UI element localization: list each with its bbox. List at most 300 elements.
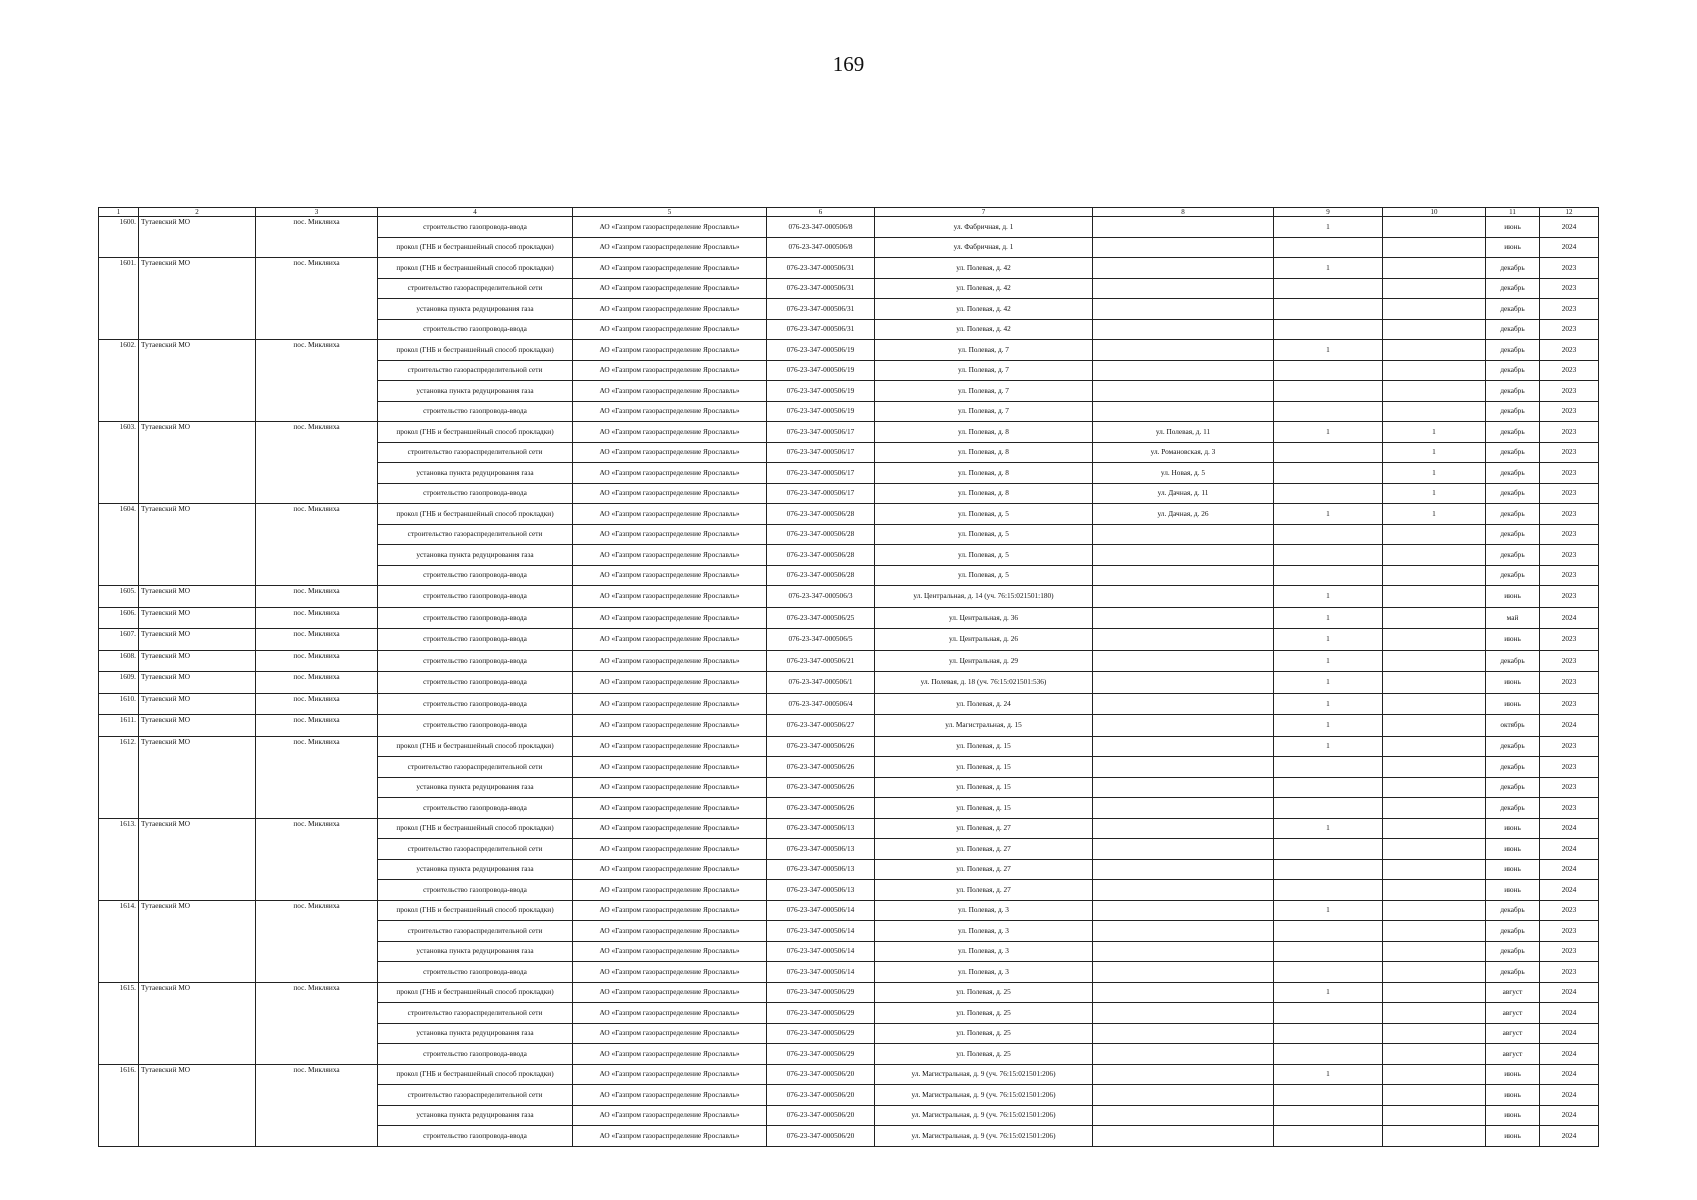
application-code-cell: 076-23-347-000506/26 <box>767 798 875 819</box>
column-10-cell <box>1383 921 1486 942</box>
organization-cell: АО «Газпром газораспределение Ярославль» <box>573 237 767 258</box>
month-cell: август <box>1486 982 1540 1003</box>
year-cell: 2023 <box>1540 777 1599 798</box>
application-code-cell: 076-23-347-000506/25 <box>767 607 875 629</box>
column-10-cell <box>1383 757 1486 778</box>
column-9-cell: 1 <box>1274 900 1383 921</box>
application-code-cell: 076-23-347-000506/13 <box>767 818 875 839</box>
address-cell: ул. Полевая, д. 42 <box>875 278 1093 299</box>
additional-address-cell <box>1093 921 1274 942</box>
column-number: 12 <box>1540 208 1599 217</box>
work-type-cell: прокол (ГНБ и бестраншейный способ прокладки) <box>378 340 573 361</box>
additional-address-cell <box>1093 1044 1274 1065</box>
column-9-cell <box>1274 463 1383 484</box>
entry-number-cell: 1607. <box>99 629 139 651</box>
column-9-cell <box>1274 381 1383 402</box>
register-table <box>98 207 1599 1147</box>
entry-number-cell: 1606. <box>99 607 139 629</box>
column-9-cell <box>1274 757 1383 778</box>
month-cell: июнь <box>1486 1064 1540 1085</box>
organization-cell: АО «Газпром газораспределение Ярославль» <box>573 217 767 238</box>
organization-cell: АО «Газпром газораспределение Ярославль» <box>573 360 767 381</box>
address-cell: ул. Полевая, д. 42 <box>875 258 1093 279</box>
organization-cell: АО «Газпром газораспределение Ярославль» <box>573 483 767 504</box>
entry-number-cell: 1610. <box>99 693 139 715</box>
additional-address-cell <box>1093 798 1274 819</box>
column-9-cell: 1 <box>1274 586 1383 608</box>
month-cell: декабрь <box>1486 360 1540 381</box>
application-code-cell: 076-23-347-000506/14 <box>767 962 875 983</box>
year-cell: 2024 <box>1540 859 1599 880</box>
district-cell: Тутаевский МО <box>139 422 256 504</box>
address-cell: ул. Полевая, д. 27 <box>875 839 1093 860</box>
address-cell: ул. Магистральная, д. 9 (уч. 76:15:021501:206) <box>875 1064 1093 1085</box>
application-code-cell: 076-23-347-000506/31 <box>767 258 875 279</box>
additional-address-cell <box>1093 672 1274 694</box>
column-10-cell <box>1383 818 1486 839</box>
settlement-cell: пос. Микляиха <box>256 607 378 629</box>
column-10-cell <box>1383 1064 1486 1085</box>
address-cell: ул. Полевая, д. 15 <box>875 757 1093 778</box>
column-9-cell <box>1274 1085 1383 1106</box>
month-cell: декабрь <box>1486 463 1540 484</box>
table-row <box>99 650 1599 672</box>
column-9-cell <box>1274 237 1383 258</box>
column-10-cell: 1 <box>1383 422 1486 443</box>
application-code-cell: 076-23-347-000506/19 <box>767 360 875 381</box>
column-9-cell <box>1274 962 1383 983</box>
work-type-cell: установка пункта редуцирования газа <box>378 545 573 566</box>
month-cell: июнь <box>1486 1085 1540 1106</box>
column-9-cell: 1 <box>1274 693 1383 715</box>
additional-address-cell <box>1093 962 1274 983</box>
organization-cell: АО «Газпром газораспределение Ярославль» <box>573 401 767 422</box>
work-type-cell: прокол (ГНБ и бестраншейный способ прокладки) <box>378 736 573 757</box>
year-cell: 2023 <box>1540 672 1599 694</box>
year-cell: 2024 <box>1540 217 1599 238</box>
column-10-cell <box>1383 319 1486 340</box>
organization-cell: АО «Газпром газораспределение Ярославль» <box>573 982 767 1003</box>
table-row <box>99 1064 1599 1085</box>
year-cell: 2024 <box>1540 607 1599 629</box>
entry-number-cell: 1614. <box>99 900 139 982</box>
additional-address-cell: ул. Новая, д. 5 <box>1093 463 1274 484</box>
column-10-cell <box>1383 545 1486 566</box>
year-cell: 2023 <box>1540 693 1599 715</box>
application-code-cell: 076-23-347-000506/5 <box>767 629 875 651</box>
year-cell: 2023 <box>1540 299 1599 320</box>
column-10-cell: 1 <box>1383 504 1486 525</box>
work-type-cell: строительство газопровода-ввода <box>378 629 573 651</box>
additional-address-cell <box>1093 757 1274 778</box>
column-number: 1 <box>99 208 139 217</box>
work-type-cell: строительство газопровода-ввода <box>378 672 573 694</box>
month-cell: июнь <box>1486 672 1540 694</box>
district-cell: Тутаевский МО <box>139 650 256 672</box>
entry-number-cell: 1615. <box>99 982 139 1064</box>
month-cell: июнь <box>1486 1126 1540 1147</box>
table-row <box>99 693 1599 715</box>
address-cell: ул. Полевая, д. 15 <box>875 798 1093 819</box>
year-cell: 2023 <box>1540 650 1599 672</box>
column-10-cell <box>1383 962 1486 983</box>
column-10-cell <box>1383 672 1486 694</box>
column-number: 2 <box>139 208 256 217</box>
entry-number-cell: 1604. <box>99 504 139 586</box>
address-cell: ул. Магистральная, д. 9 (уч. 76:15:021501:206) <box>875 1126 1093 1147</box>
table-row <box>99 504 1599 525</box>
month-cell: декабрь <box>1486 921 1540 942</box>
organization-cell: АО «Газпром газораспределение Ярославль» <box>573 1064 767 1085</box>
work-type-cell: строительство газораспределительной сети <box>378 839 573 860</box>
organization-cell: АО «Газпром газораспределение Ярославль» <box>573 798 767 819</box>
settlement-cell: пос. Микляиха <box>256 982 378 1064</box>
column-10-cell <box>1383 340 1486 361</box>
additional-address-cell <box>1093 1105 1274 1126</box>
work-type-cell: строительство газораспределительной сети <box>378 1003 573 1024</box>
work-type-cell: строительство газораспределительной сети <box>378 278 573 299</box>
month-cell: декабрь <box>1486 941 1540 962</box>
year-cell: 2024 <box>1540 1064 1599 1085</box>
address-cell: ул. Центральная, д. 14 (уч. 76:15:021501:180) <box>875 586 1093 608</box>
column-10-cell <box>1383 401 1486 422</box>
year-cell: 2024 <box>1540 1044 1599 1065</box>
year-cell: 2024 <box>1540 839 1599 860</box>
address-cell: ул. Полевая, д. 3 <box>875 941 1093 962</box>
column-10-cell <box>1383 1003 1486 1024</box>
organization-cell: АО «Газпром газораспределение Ярославль» <box>573 880 767 901</box>
entry-number-cell: 1613. <box>99 818 139 900</box>
column-10-cell: 1 <box>1383 463 1486 484</box>
entry-number-cell: 1602. <box>99 340 139 422</box>
district-cell: Тутаевский МО <box>139 818 256 900</box>
year-cell: 2024 <box>1540 880 1599 901</box>
column-10-cell <box>1383 586 1486 608</box>
address-cell: ул. Полевая, д. 8 <box>875 442 1093 463</box>
district-cell: Тутаевский МО <box>139 982 256 1064</box>
column-10-cell <box>1383 982 1486 1003</box>
year-cell: 2024 <box>1540 818 1599 839</box>
settlement-cell: пос. Микляиха <box>256 650 378 672</box>
column-number: 6 <box>767 208 875 217</box>
column-9-cell: 1 <box>1274 1064 1383 1085</box>
district-cell: Тутаевский МО <box>139 258 256 340</box>
organization-cell: АО «Газпром газораспределение Ярославль» <box>573 1126 767 1147</box>
month-cell: июнь <box>1486 237 1540 258</box>
settlement-cell: пос. Микляиха <box>256 258 378 340</box>
column-9-cell <box>1274 1003 1383 1024</box>
column-10-cell <box>1383 278 1486 299</box>
application-code-cell: 076-23-347-000506/29 <box>767 1003 875 1024</box>
column-number: 8 <box>1093 208 1274 217</box>
address-cell: ул. Полевая, д. 8 <box>875 422 1093 443</box>
column-9-cell <box>1274 565 1383 586</box>
month-cell: декабрь <box>1486 524 1540 545</box>
organization-cell: АО «Газпром газораспределение Ярославль» <box>573 607 767 629</box>
column-9-cell <box>1274 1126 1383 1147</box>
work-type-cell: строительство газораспределительной сети <box>378 360 573 381</box>
district-cell: Тутаевский МО <box>139 900 256 982</box>
column-9-cell <box>1274 1023 1383 1044</box>
year-cell: 2023 <box>1540 900 1599 921</box>
additional-address-cell <box>1093 545 1274 566</box>
address-cell: ул. Полевая, д. 42 <box>875 299 1093 320</box>
district-cell: Тутаевский МО <box>139 629 256 651</box>
application-code-cell: 076-23-347-000506/8 <box>767 237 875 258</box>
district-cell: Тутаевский МО <box>139 1064 256 1146</box>
year-cell: 2023 <box>1540 442 1599 463</box>
column-9-cell <box>1274 524 1383 545</box>
table-row <box>99 340 1599 361</box>
address-cell: ул. Полевая, д. 5 <box>875 504 1093 525</box>
column-10-cell <box>1383 258 1486 279</box>
additional-address-cell <box>1093 607 1274 629</box>
column-10-cell <box>1383 524 1486 545</box>
table-row <box>99 629 1599 651</box>
application-code-cell: 076-23-347-000506/1 <box>767 672 875 694</box>
settlement-cell: пос. Микляиха <box>256 736 378 818</box>
column-10-cell <box>1383 360 1486 381</box>
address-cell: ул. Полевая, д. 27 <box>875 818 1093 839</box>
organization-cell: АО «Газпром газораспределение Ярославль» <box>573 545 767 566</box>
month-cell: декабрь <box>1486 319 1540 340</box>
column-10-cell <box>1383 299 1486 320</box>
work-type-cell: строительство газопровода-ввода <box>378 798 573 819</box>
column-9-cell <box>1274 483 1383 504</box>
application-code-cell: 076-23-347-000506/20 <box>767 1085 875 1106</box>
month-cell: июнь <box>1486 859 1540 880</box>
year-cell: 2023 <box>1540 278 1599 299</box>
column-10-cell <box>1383 1023 1486 1044</box>
column-10-cell <box>1383 777 1486 798</box>
additional-address-cell: ул. Полевая, д. 11 <box>1093 422 1274 443</box>
column-10-cell <box>1383 1126 1486 1147</box>
table-row <box>99 258 1599 279</box>
year-cell: 2023 <box>1540 736 1599 757</box>
column-9-cell <box>1274 859 1383 880</box>
additional-address-cell <box>1093 880 1274 901</box>
year-cell: 2023 <box>1540 422 1599 443</box>
organization-cell: АО «Газпром газораспределение Ярославль» <box>573 524 767 545</box>
year-cell: 2023 <box>1540 629 1599 651</box>
application-code-cell: 076-23-347-000506/28 <box>767 524 875 545</box>
column-9-cell: 1 <box>1274 258 1383 279</box>
month-cell: декабрь <box>1486 757 1540 778</box>
additional-address-cell <box>1093 401 1274 422</box>
settlement-cell: пос. Микляиха <box>256 900 378 982</box>
column-number: 10 <box>1383 208 1486 217</box>
year-cell: 2023 <box>1540 921 1599 942</box>
column-9-cell: 1 <box>1274 217 1383 238</box>
application-code-cell: 076-23-347-000506/19 <box>767 340 875 361</box>
address-cell: ул. Полевая, д. 24 <box>875 693 1093 715</box>
additional-address-cell <box>1093 360 1274 381</box>
application-code-cell: 076-23-347-000506/31 <box>767 319 875 340</box>
settlement-cell: пос. Микляиха <box>256 1064 378 1146</box>
additional-address-cell <box>1093 524 1274 545</box>
organization-cell: АО «Газпром газораспределение Ярославль» <box>573 629 767 651</box>
entry-number-cell: 1616. <box>99 1064 139 1146</box>
address-cell: ул. Полевая, д. 3 <box>875 900 1093 921</box>
settlement-cell: пос. Микляиха <box>256 693 378 715</box>
application-code-cell: 076-23-347-000506/4 <box>767 693 875 715</box>
work-type-cell: установка пункта редуцирования газа <box>378 381 573 402</box>
additional-address-cell <box>1093 258 1274 279</box>
entry-number-cell: 1601. <box>99 258 139 340</box>
month-cell: август <box>1486 1023 1540 1044</box>
work-type-cell: строительство газопровода-ввода <box>378 1126 573 1147</box>
address-cell: ул. Полевая, д. 18 (уч. 76:15:021501:536) <box>875 672 1093 694</box>
month-cell: июнь <box>1486 839 1540 860</box>
organization-cell: АО «Газпром газораспределение Ярославль» <box>573 921 767 942</box>
additional-address-cell <box>1093 1126 1274 1147</box>
column-10-cell <box>1383 839 1486 860</box>
additional-address-cell <box>1093 777 1274 798</box>
month-cell: декабрь <box>1486 278 1540 299</box>
organization-cell: АО «Газпром газораспределение Ярославль» <box>573 650 767 672</box>
month-cell: июнь <box>1486 629 1540 651</box>
address-cell: ул. Полевая, д. 7 <box>875 401 1093 422</box>
column-10-cell <box>1383 237 1486 258</box>
year-cell: 2023 <box>1540 941 1599 962</box>
month-cell: декабрь <box>1486 565 1540 586</box>
application-code-cell: 076-23-347-000506/26 <box>767 757 875 778</box>
address-cell: ул. Полевая, д. 3 <box>875 921 1093 942</box>
column-10-cell <box>1383 217 1486 238</box>
month-cell: декабрь <box>1486 381 1540 402</box>
month-cell: июнь <box>1486 880 1540 901</box>
application-code-cell: 076-23-347-000506/26 <box>767 736 875 757</box>
organization-cell: АО «Газпром газораспределение Ярославль» <box>573 586 767 608</box>
work-type-cell: строительство газопровода-ввода <box>378 607 573 629</box>
column-9-cell <box>1274 941 1383 962</box>
address-cell: ул. Полевая, д. 25 <box>875 1003 1093 1024</box>
additional-address-cell <box>1093 982 1274 1003</box>
month-cell: декабрь <box>1486 258 1540 279</box>
organization-cell: АО «Газпром газораспределение Ярославль» <box>573 962 767 983</box>
work-type-cell: строительство газораспределительной сети <box>378 524 573 545</box>
application-code-cell: 076-23-347-000506/31 <box>767 299 875 320</box>
table-row <box>99 818 1599 839</box>
column-9-cell: 1 <box>1274 736 1383 757</box>
column-9-cell: 1 <box>1274 818 1383 839</box>
work-type-cell: установка пункта редуцирования газа <box>378 1105 573 1126</box>
month-cell: декабрь <box>1486 900 1540 921</box>
address-cell: ул. Центральная, д. 26 <box>875 629 1093 651</box>
address-cell: ул. Центральная, д. 36 <box>875 607 1093 629</box>
table-row <box>99 715 1599 737</box>
month-cell: май <box>1486 607 1540 629</box>
district-cell: Тутаевский МО <box>139 504 256 586</box>
table-row <box>99 982 1599 1003</box>
additional-address-cell <box>1093 736 1274 757</box>
column-10-cell <box>1383 629 1486 651</box>
address-cell: ул. Полевая, д. 8 <box>875 463 1093 484</box>
work-type-cell: строительство газопровода-ввода <box>378 715 573 737</box>
column-10-cell <box>1383 565 1486 586</box>
application-code-cell: 076-23-347-000506/20 <box>767 1105 875 1126</box>
column-9-cell <box>1274 921 1383 942</box>
work-type-cell: строительство газопровода-ввода <box>378 217 573 238</box>
address-cell: ул. Полевая, д. 27 <box>875 859 1093 880</box>
organization-cell: АО «Газпром газораспределение Ярославль» <box>573 777 767 798</box>
organization-cell: АО «Газпром газораспределение Ярославль» <box>573 1085 767 1106</box>
address-cell: ул. Магистральная, д. 15 <box>875 715 1093 737</box>
organization-cell: АО «Газпром газораспределение Ярославль» <box>573 258 767 279</box>
year-cell: 2023 <box>1540 962 1599 983</box>
month-cell: декабрь <box>1486 483 1540 504</box>
work-type-cell: строительство газораспределительной сети <box>378 921 573 942</box>
application-code-cell: 076-23-347-000506/19 <box>767 381 875 402</box>
column-number: 3 <box>256 208 378 217</box>
application-code-cell: 076-23-347-000506/13 <box>767 880 875 901</box>
organization-cell: АО «Газпром газораспределение Ярославль» <box>573 463 767 484</box>
month-cell: декабрь <box>1486 299 1540 320</box>
organization-cell: АО «Газпром газораспределение Ярославль» <box>573 757 767 778</box>
year-cell: 2023 <box>1540 545 1599 566</box>
settlement-cell: пос. Микляиха <box>256 715 378 737</box>
organization-cell: АО «Газпром газораспределение Ярославль» <box>573 1044 767 1065</box>
entry-number-cell: 1603. <box>99 422 139 504</box>
column-number: 7 <box>875 208 1093 217</box>
additional-address-cell <box>1093 299 1274 320</box>
column-10-cell <box>1383 607 1486 629</box>
month-cell: июнь <box>1486 818 1540 839</box>
address-cell: ул. Полевая, д. 5 <box>875 545 1093 566</box>
additional-address-cell <box>1093 650 1274 672</box>
work-type-cell: строительство газопровода-ввода <box>378 319 573 340</box>
year-cell: 2023 <box>1540 340 1599 361</box>
additional-address-cell <box>1093 586 1274 608</box>
application-code-cell: 076-23-347-000506/3 <box>767 586 875 608</box>
column-10-cell <box>1383 859 1486 880</box>
year-cell: 2024 <box>1540 1003 1599 1024</box>
work-type-cell: строительство газопровода-ввода <box>378 880 573 901</box>
year-cell: 2023 <box>1540 258 1599 279</box>
application-code-cell: 076-23-347-000506/13 <box>767 839 875 860</box>
month-cell: июнь <box>1486 217 1540 238</box>
month-cell: декабрь <box>1486 504 1540 525</box>
month-cell: июнь <box>1486 693 1540 715</box>
work-type-cell: строительство газопровода-ввода <box>378 693 573 715</box>
settlement-cell: пос. Микляиха <box>256 217 378 258</box>
additional-address-cell <box>1093 237 1274 258</box>
address-cell: ул. Полевая, д. 5 <box>875 524 1093 545</box>
column-10-cell <box>1383 798 1486 819</box>
table-row <box>99 736 1599 757</box>
organization-cell: АО «Газпром газораспределение Ярославль» <box>573 565 767 586</box>
entry-number-cell: 1605. <box>99 586 139 608</box>
entry-number-cell: 1600. <box>99 217 139 258</box>
work-type-cell: строительство газопровода-ввода <box>378 586 573 608</box>
year-cell: 2023 <box>1540 757 1599 778</box>
additional-address-cell <box>1093 693 1274 715</box>
district-cell: Тутаевский МО <box>139 736 256 818</box>
additional-address-cell <box>1093 900 1274 921</box>
address-cell: ул. Полевая, д. 25 <box>875 1044 1093 1065</box>
application-code-cell: 076-23-347-000506/31 <box>767 278 875 299</box>
year-cell: 2023 <box>1540 798 1599 819</box>
year-cell: 2023 <box>1540 483 1599 504</box>
column-10-cell <box>1383 1105 1486 1126</box>
application-code-cell: 076-23-347-000506/29 <box>767 1023 875 1044</box>
column-10-cell <box>1383 650 1486 672</box>
address-cell: ул. Центральная, д. 29 <box>875 650 1093 672</box>
organization-cell: АО «Газпром газораспределение Ярославль» <box>573 278 767 299</box>
application-code-cell: 076-23-347-000506/20 <box>767 1126 875 1147</box>
organization-cell: АО «Газпром газораспределение Ярославль» <box>573 319 767 340</box>
column-9-cell <box>1274 880 1383 901</box>
